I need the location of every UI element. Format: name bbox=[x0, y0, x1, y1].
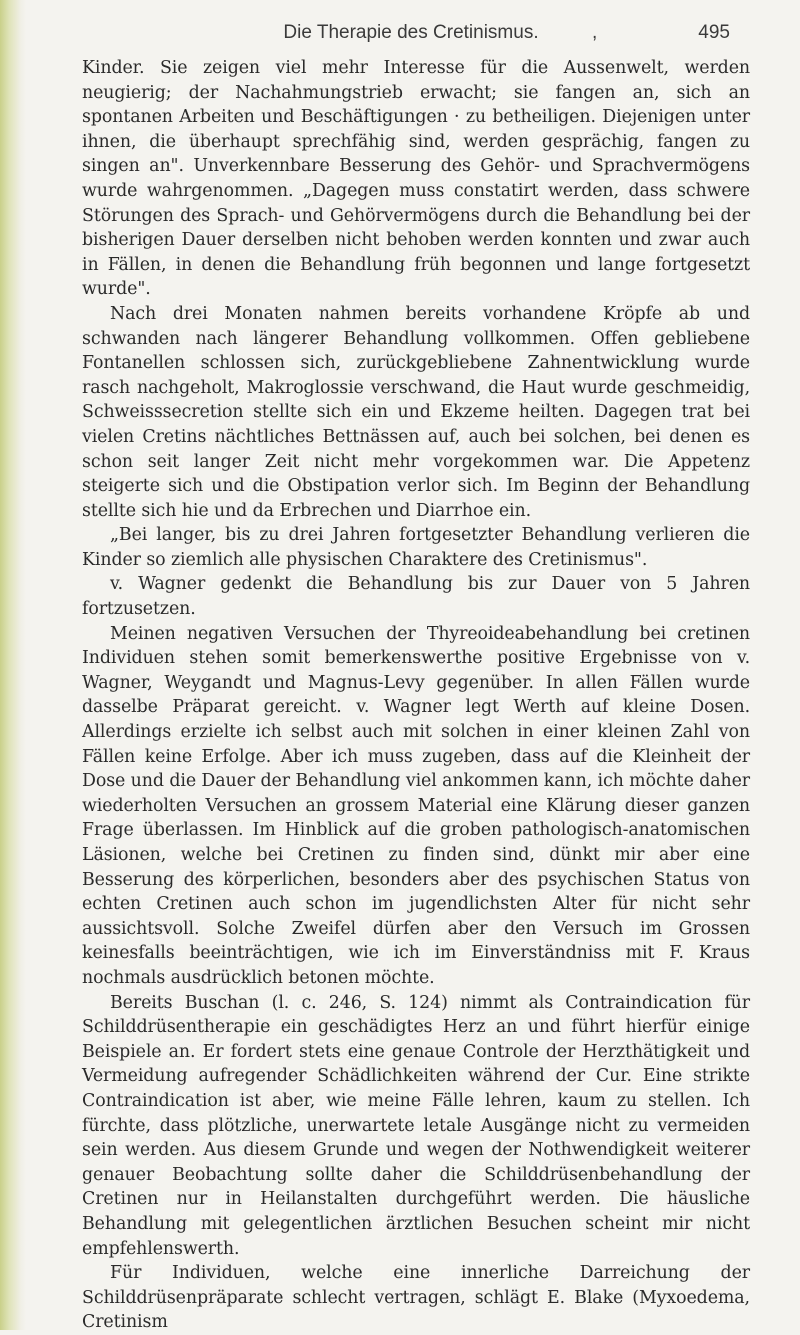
running-title: Die Therapie des Cretinismus. bbox=[283, 22, 539, 43]
paragraph: Für Individuen, welche eine innerliche Darreichung der Schilddrüsenpräparate schlecht vertragen, schlägt E. Blake (Myxoedema, Cretinism bbox=[82, 1263, 750, 1333]
paragraph: „Bei langer, bis zu drei Jahren fortgesetzter Behandlung verlieren die Kinder so ziemlich alle physischen Charaktere des Cretinismus". bbox=[82, 525, 750, 570]
paragraph: Meinen negativen Versuchen der Thyreoideabehandlung bei cretinen Individuen stehen somit bemerkenswerthe positive Ergebnisse von v. Wagner, Weygandt und Magnus-Levy gegenüber. In allen Fällen wurde dasselbe Präparat gereicht. v. Wagner legt Werth auf kleine Dosen. Allerdings erzielte ich selbst auch mit solchen in einer kleinen Zahl von Fällen keine Erfolge. Aber ich muss zugeben, dass auf die Kleinheit der Dose und die Dauer der Behandlung viel ankommen kann, ich möchte daher wiederholten Versuchen an grossem Material eine Klärung dieser ganzen Frage überlassen. Im Hinblick auf die groben pathologisch-anatomischen Läsionen, welche bei Cretinen zu finden sind, dünkt mir aber eine Besserung des körperlichen, besonders aber des psychischen Status von echten Cretinen auch schon im jugendlichsten Alter für nicht sehr aussichtsvoll. Solche Zweifel dürfen aber den Versuch im Grossen keinesfalls beeinträchtigen, wie ich im Einverständniss mit F. Kraus nochmals ausdrücklich betonen möchte. bbox=[82, 623, 750, 988]
paragraph: Kinder. Sie zeigen viel mehr Interesse für die Aussenwelt, werden neugierig; der Nachahmungstrieb erwacht; sie fangen an, sich an spontanen Arbeiten und Beschäftigungen · zu betheiligen. Diejenigen unter ihnen, die überhaupt sprechfähig sind, werden gesprächig, fangen zu singen an". Unverkennbare Besserung des Gehör- und Sprachvermögens wurde wahrgenommen. „Dagegen muss constatirt werden, dass schwere Störungen des Sprach- und Gehörvermögens durch die Behandlung bei der bisherigen Dauer derselben nicht behoben werden konnten und zwar auch in Fällen, in denen die Behandlung früh begonnen und lange fortgesetzt wurde". bbox=[82, 58, 750, 300]
body-text bbox=[82, 56, 750, 1335]
paragraph: Bereits Buschan (l. c. 246, S. 124) nimmt als Contraindication für Schilddrüsentherapie ein geschädigtes Herz an und führt hierfür einige Beispiele an. Er fordert stets eine genaue Controle der Herzthätigkeit und Vermeidung aufregender Schädlichkeiten während der Cur. Eine strikte Contraindication ist aber, wie meine Fälle lehren, kaum zu stellen. Ich fürchte, dass plötzliche, unerwartete letale Ausgänge nicht zu vermeiden sein werden. Aus diesem Grunde und wegen der Nothwendigkeit weiterer genauer Beobachtung sollte daher die Schilddrüsenbehandlung der Cretinen nur in Heilanstalten durchgeführt werden. Die häusliche Behandlung mit gelegentlichen ärztlichen Besuchen scheint mir nicht empfehlenswerth. bbox=[82, 992, 750, 1259]
paragraph: v. Wagner gedenkt die Behandlung bis zur Dauer von 5 Jahren fortzusetzen. bbox=[82, 574, 750, 620]
page-number: 495 bbox=[698, 22, 730, 43]
paragraph: Nach drei Monaten nahmen bereits vorhandene Kröpfe ab und schwanden nach längerer Behandlung vollkommen. Offen gebliebene Fontanellen schlossen sich, zurückgebliebene Zahnentwicklung wurde rasch nachgeholt, Makroglossie verschwand, die Haut wurde geschmeidig, Schweisssecretion stellte sich ein und Ekzeme heilten. Dagegen trat bei vielen Cretins nächtliches Bettnässen auf, auch bei solchen, bei denen es schon seit langer Zeit nicht mehr vorgekommen war. Die Appetenz steigerte sich und die Obstipation verlor sich. Im Beginn der Behandlung stellte sich hie und da Erbrechen und Diarrhoe ein. bbox=[82, 303, 750, 521]
page-edge-binding bbox=[0, 0, 26, 1330]
header-mark: , bbox=[592, 22, 598, 43]
running-header bbox=[92, 22, 730, 48]
